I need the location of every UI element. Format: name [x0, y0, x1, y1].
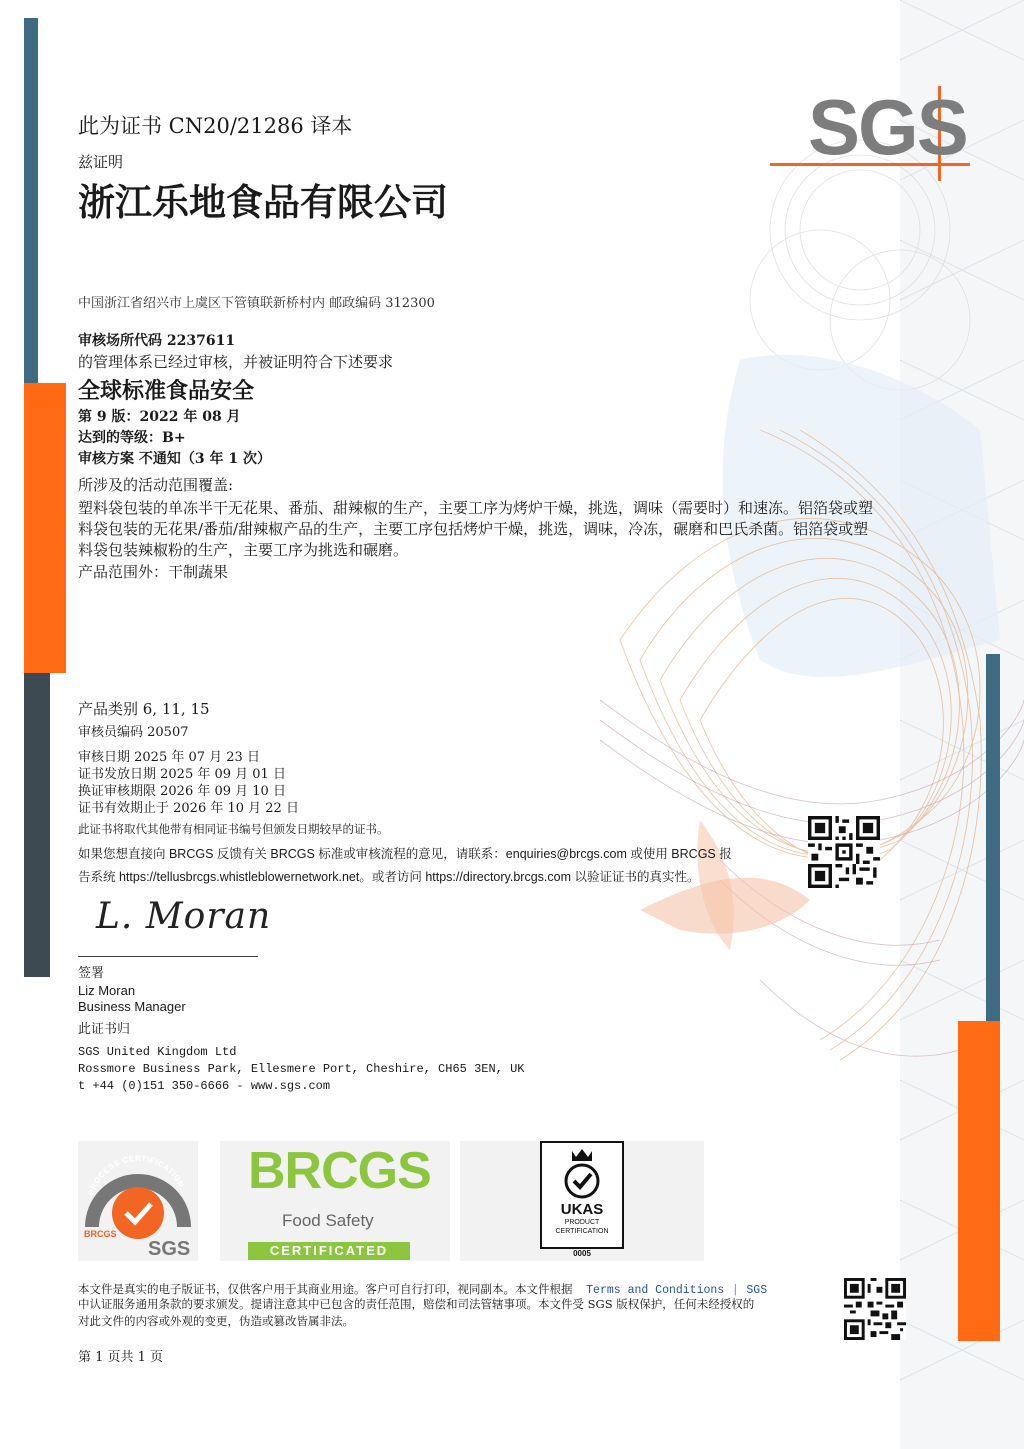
scope-body: 塑料袋包装的单冻半干无花果、番茄、甜辣椒的生产，主要工序为烤炉干燥，挑选，调味（需要时）和速冻。铝箔袋或塑料袋包装的无花果/番茄/甜辣椒产品的生产，主要工序包括烤炉干燥，挑选，调味，冷冻，碾磨和巴氏杀菌。铝箔袋或塑料袋包装辣椒粉的生产，主要工序为挑选和碾磨。 — [78, 499, 874, 559]
handwritten-signature: L. Moran — [96, 896, 272, 937]
left-bar-blue-top — [24, 18, 38, 383]
address: 中国浙江省绍兴市上虞区下管镇联新桥村内 邮政编码 312300 — [78, 296, 435, 311]
ukas-logo — [540, 1141, 624, 1249]
scope-exclusion: 产品范围外：干制蔬果 — [78, 563, 229, 581]
audit-date: 审核日期 2025 年 07 月 23 日 — [78, 750, 260, 765]
ukas-certification-text: CERTIFICATION — [555, 1228, 609, 1235]
crown-icon — [572, 1149, 592, 1161]
certificate-owner-label: 此证书归 — [78, 1022, 131, 1037]
recert-due-date: 换证审核期限 2026 年 09 月 10 日 — [78, 784, 286, 799]
scope-heading: 所涉及的活动范围覆盖: — [78, 476, 234, 494]
sgs-logo: SGS — [770, 86, 970, 186]
signatory-name: Liz Moran — [78, 983, 136, 998]
ukas-logo-area — [460, 1141, 704, 1261]
process-cert-side-text: BRCGS — [84, 1229, 117, 1239]
verification-qr-code[interactable] — [808, 816, 880, 888]
footer-disclaimer-line-3: 对此文件的内容或外观的变更，伪造或篡改皆属非法。 — [78, 1314, 354, 1328]
site-code: 审核场所代码 2237611 — [78, 333, 236, 349]
left-bar-slate — [24, 673, 50, 977]
footer-disclaimer-line-1 — [78, 1281, 767, 1297]
signature-line — [78, 956, 258, 957]
compliance-statement: 的管理体系已经过审核，并被证明符合下述要求 — [78, 353, 394, 371]
check-icon — [574, 1174, 591, 1187]
brcgs-food-safety-logo — [220, 1141, 450, 1261]
ukas-wordmark: UKAS — [560, 1201, 604, 1218]
audit-program: 审核方案 不通知（3 年 1 次） — [78, 451, 271, 467]
signatory-title: Business Manager — [78, 999, 186, 1014]
footer-qr-code[interactable] — [844, 1278, 906, 1340]
signature-label: 签署 — [78, 966, 105, 981]
brcgs-wordmark: BRCGS — [248, 1142, 431, 1200]
issuer-address: Rossmore Business Park, Ellesmere Port, Cheshire, CH65 3EN, UK — [78, 1062, 525, 1076]
product-category: 产品类别 6, 11, 15 — [78, 700, 210, 718]
issue-date: 证书发放日期 2025 年 09 月 01 日 — [78, 767, 286, 782]
brcgs-certificated-badge: CERTIFICATED — [248, 1242, 410, 1260]
translation-note: 此为证书 CN20/21286 译本 — [78, 114, 353, 138]
grade: 达到的等级：B+ — [78, 430, 186, 446]
auditor-number: 审核员编码 20507 — [78, 725, 189, 740]
sgs-process-certification-logo — [78, 1141, 198, 1261]
footer-separator: | — [731, 1284, 739, 1297]
certify-label: 兹证明 — [78, 153, 124, 171]
feedback-line-1: 如果您想直接向 BRCGS 反馈有关 BRCGS 标准或审核流程的意见，请联系：enquiries@brcgs.com 或使用 BRCGS 报 — [78, 847, 732, 861]
standard-issue: 第 9 版：2022 年 08 月 — [78, 409, 241, 425]
feedback-line-2: 告系统 https://tellusbrcgs.whistleblowernetwork.net。或者访问 https://directory.brcgs.com 以验证证书的真实性。 — [78, 870, 700, 884]
company-name: 浙江乐地食品有限公司 — [78, 180, 448, 224]
process-cert-brand: SGS — [148, 1238, 191, 1260]
right-bar-blue — [986, 654, 1000, 1021]
footer-disclaimer-text: 本文件是真实的电子版证书，仅供客户用于其商业用途。客户可自行打印，视同副本。本文件根据 — [78, 1282, 573, 1296]
process-cert-arc-text: PROCESS CERTIFICATION — [86, 1154, 187, 1197]
ukas-product-text: PRODUCT — [564, 1219, 600, 1226]
terms-and-conditions-link[interactable]: Terms and Conditions — [586, 1284, 725, 1297]
footer-sgs-link[interactable]: SGS — [746, 1284, 768, 1297]
ukas-number: 0005 — [573, 1249, 591, 1258]
page-number: 第 1 页共 1 页 — [78, 1350, 164, 1365]
footer-disclaimer-line-2: 中认证服务通用条款的要求颁发。提请注意其中已包含的责任范围，赔偿和司法管辖事项。本文件受 SGS 版权保护，任何未经授权的 — [78, 1297, 755, 1311]
expiry-date: 证书有效期止于 2026 年 10 月 22 日 — [78, 801, 299, 816]
issuer-company: SGS United Kingdom Ltd — [78, 1045, 237, 1059]
standard-name: 全球标准食品安全 — [78, 378, 255, 404]
right-bar-orange — [958, 1021, 1000, 1341]
brcgs-food-safety-text: Food Safety — [282, 1211, 374, 1230]
issuer-contact: t +44 (0)151 350-6666 - www.sgs.com — [78, 1079, 331, 1093]
left-bar-orange — [24, 383, 66, 673]
supersede-notice: 此证书将取代其他带有相同证书编号但颁发日期较早的证书。 — [78, 822, 389, 836]
